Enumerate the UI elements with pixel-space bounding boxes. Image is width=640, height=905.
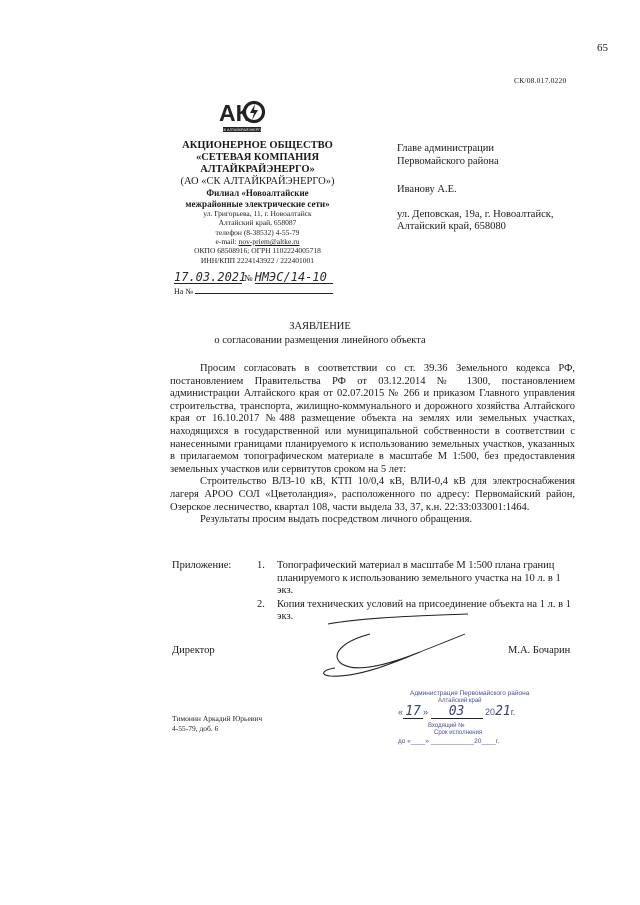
body-paragraph-2: Строительство ВЛЗ-10 кВ, КТП 10/0,4 кВ, ВЛИ-0,4 кВ для электроснабжения лагеря АРОО СОЛ «Цветоландия», расположенного по адресу: Первомайский район, Озерское лесничество, квартал 108, части выдела 33, 37, к.н. 22:33:033001:1464. bbox=[170, 476, 575, 513]
sender-okpo: ОКПО 68508916; ОГРН 1102224005718 bbox=[194, 246, 321, 256]
document-code: СК/08.017.0220 bbox=[514, 76, 567, 85]
outgoing-reference bbox=[174, 271, 334, 296]
recipient-block bbox=[397, 143, 553, 234]
stamp-region: Алтайский край bbox=[438, 698, 482, 704]
sender-email-link[interactable]: nov-priem@altke.ru bbox=[238, 237, 300, 247]
stamp-year-prefix: 20 bbox=[485, 707, 496, 717]
org-short-name: (АО «СК АЛТАЙКРАЙЭНЕРГО») bbox=[180, 176, 335, 188]
company-logo-icon bbox=[218, 93, 266, 137]
signatory-position: Директор bbox=[172, 645, 215, 656]
outgoing-number-label: № bbox=[244, 273, 253, 283]
incoming-stamp bbox=[390, 690, 550, 760]
director-signature-icon bbox=[300, 612, 480, 682]
attachment-item-text: Копия технических условий на присоединение объекта на 1 л. в 1 экз. bbox=[277, 598, 571, 623]
recipient-line2: Первомайского района bbox=[397, 155, 499, 167]
email-prefix: e-mail: bbox=[215, 237, 239, 247]
attachment-item-text: Топографический материал в масштабе М 1:500 плана границ планируемого к использованию земельного участка на 10 л. в 1 экз. bbox=[277, 560, 561, 597]
recipient-address-line2: Алтайский край, 658080 bbox=[397, 221, 506, 233]
stamp-organization: Администрация Первомайского района bbox=[410, 690, 530, 697]
sender-phone: телефон (8-38532) 4-55-79 bbox=[215, 227, 300, 237]
recipient-address-line1: ул. Деповская, 19а, г. Новоалтайск, bbox=[397, 208, 554, 220]
branch-name-line1: Филиал «Новоалтайские bbox=[206, 188, 309, 199]
stamp-day: 17 bbox=[403, 705, 423, 719]
body-paragraph-3: Результаты просим выдать посредством личного обращения. bbox=[200, 514, 473, 526]
logo-letters: АК bbox=[219, 100, 250, 126]
sender-inn: ИНН/КПП 2224143922 / 222401001 bbox=[200, 255, 315, 265]
reply-reference-field bbox=[195, 285, 333, 294]
attachment-label: Приложение: bbox=[172, 560, 232, 571]
sender-address-line2: Алтайский край, 658087 bbox=[218, 218, 297, 228]
attachment-item bbox=[257, 560, 577, 598]
stamp-year-end: г. bbox=[510, 707, 516, 717]
branch-name-line2: межрайонные электрические сети» bbox=[185, 198, 330, 209]
body-paragraph-1: Просим согласовать в соответствии со ст. 39.36 Земельного кодекса РФ, постановлением Правительства РФ от 03.12.2014 № 1300, постановлением администрации Алтайского края от 02.07.2015 № 266 и приказом Главного управления строительства, транспорта, жилищно-коммунального и дорожного хозяйства Алтайского края от 16.10.2017 №488 размещение объекта на землях или земельных участках, находящихся в государственной или муниципальной собственности в соответствии с нанесенными границами планируемого к использованию земельных участков, указанных в прилагаемом топографическом материале в масштабе М 1:500, без предоставления земельных участков или сервитутов сроком на 5 лет: bbox=[170, 363, 575, 475]
signatory-name: М.А. Бочарин bbox=[508, 645, 571, 656]
org-name-line2: «СЕТЕВАЯ КОМПАНИЯ bbox=[195, 152, 320, 164]
stamp-date-row: « 17 » 03 2021г. bbox=[398, 704, 516, 719]
stamp-month: 03 bbox=[431, 705, 483, 719]
stamp-deadline-label: Срок исполнения bbox=[434, 730, 483, 736]
sender-address-line1: ул. Григорьева, 11, г. Новоалтайск bbox=[203, 208, 312, 218]
outgoing-date: 17.03.2021 bbox=[174, 270, 247, 284]
stamp-incoming-number: Входящий № bbox=[428, 723, 465, 729]
executor-block bbox=[172, 714, 262, 734]
attachment-item-number: 1. bbox=[257, 560, 265, 571]
sender-email-line bbox=[160, 237, 355, 246]
reply-reference-label: На № bbox=[174, 287, 193, 296]
sender-block bbox=[160, 140, 355, 265]
statement-subheading: о согласовании размещения линейного объекта bbox=[214, 335, 426, 347]
recipient-name: Иванову А.Е. bbox=[397, 184, 457, 196]
statement-title-block bbox=[0, 320, 640, 348]
statement-body bbox=[170, 363, 575, 527]
org-name-line3: АЛТАЙКРАЙЭНЕРГО» bbox=[200, 164, 315, 176]
recipient-line1: Главе администрации bbox=[397, 143, 495, 154]
page-number: 65 bbox=[597, 42, 608, 54]
org-name-line1: АКЦИОНЕРНОЕ ОБЩЕСТВО bbox=[182, 140, 333, 151]
executor-name: Тимонин Аркадий Юрьевич bbox=[172, 714, 263, 723]
executor-phone: 4-55-79, доб. 6 bbox=[172, 723, 219, 733]
statement-heading: ЗАЯВЛЕНИЕ bbox=[289, 321, 351, 332]
outgoing-number: НМЭС/14-10 bbox=[255, 271, 333, 284]
stamp-until-line: до «____» ____________20____г. bbox=[398, 738, 500, 745]
stamp-year-suffix: 21 bbox=[495, 704, 511, 719]
logo-tagline: СК АЛТАЙКРАЙЭНЕРГО bbox=[221, 127, 263, 132]
attachment-item-number: 2. bbox=[257, 598, 265, 610]
